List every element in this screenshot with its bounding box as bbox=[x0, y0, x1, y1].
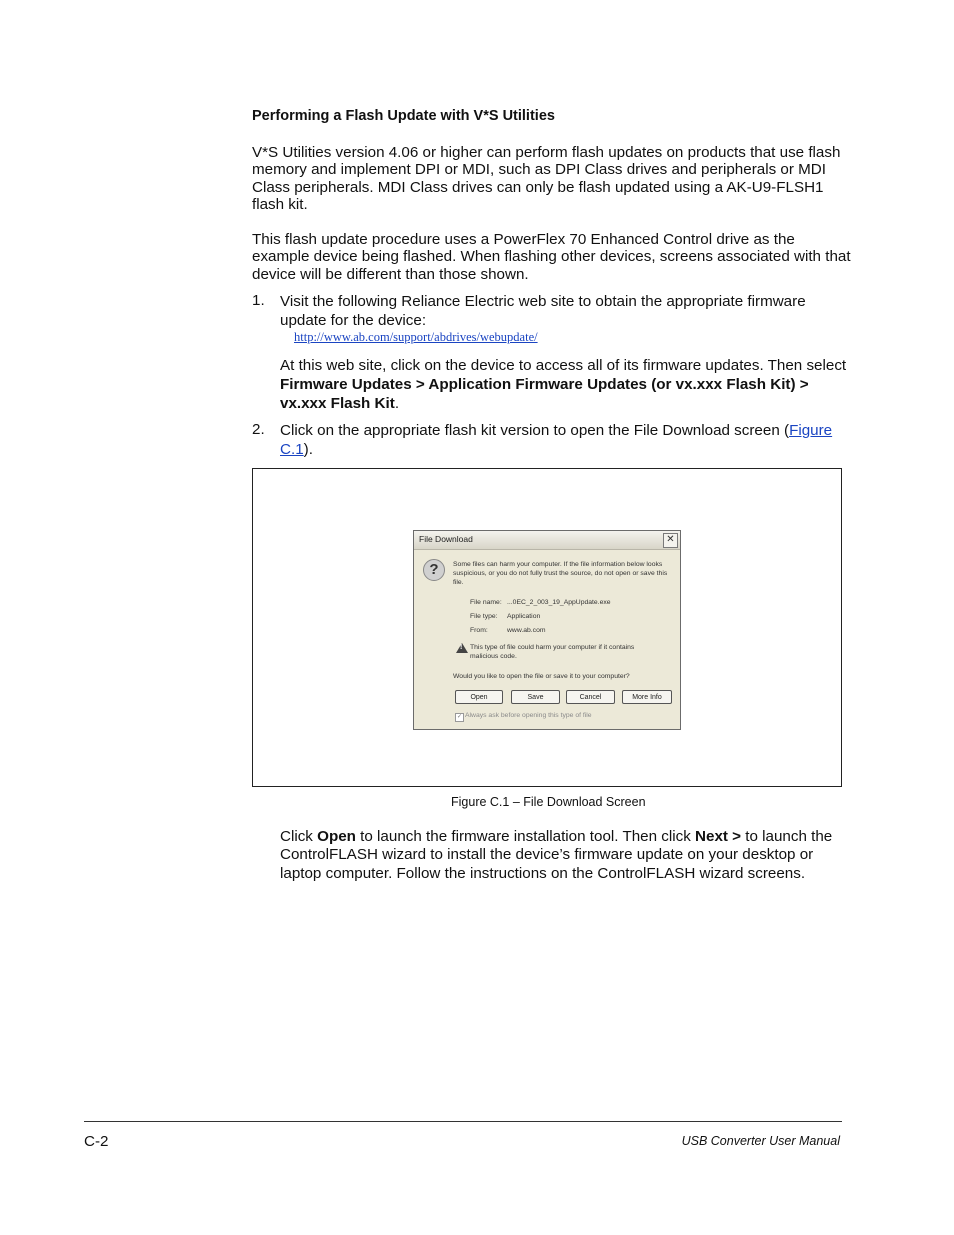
step-1-text: Visit the following Reliance Electric web site to obtain the appropriate firmware update for the device: bbox=[280, 293, 806, 329]
after-text-1: Click bbox=[280, 828, 318, 845]
figure-c1-link[interactable]: Figure C.1 bbox=[280, 422, 833, 458]
step-1-menu-path: Firmware Updates > Application Firmware Updates (or vx.xxx Flash Kit) > vx.xxx Flash Kit bbox=[280, 376, 809, 412]
warning-icon bbox=[456, 643, 468, 653]
dialog-harm-text: This type of file could harm your computer if it contains malicious code. bbox=[470, 644, 635, 660]
step-1-number: 1. bbox=[252, 292, 265, 309]
after-open-bold: Open bbox=[317, 828, 356, 845]
footer-divider bbox=[84, 1121, 842, 1122]
step-1-detail-pre: At this web site, click on the device to access all of its firmware updates. Then select bbox=[280, 357, 847, 374]
page-number: C-2 bbox=[84, 1133, 109, 1150]
intro-paragraph: V*S Utilities version 4.06 or higher can perform flash updates on products that use flash memory and implement DPI or MDI, such as DPI Class drives and peripherals or MDI Class peripherals. MDI Class drives can only be flash updated using a AK-U9-FLSH1 flash kit. bbox=[252, 144, 841, 214]
always-ask-checkbox[interactable]: ✓ bbox=[456, 714, 463, 720]
dialog-title: File Download bbox=[419, 534, 473, 544]
dialog-warning-text: Some files can harm your computer. If the file information below looks suspicious, or you do not fully trust the source, do not open or save this file. bbox=[453, 561, 668, 586]
manual-title: USB Converter User Manual bbox=[681, 1134, 840, 1148]
file-type-label: File type: bbox=[470, 613, 498, 620]
procedure-paragraph: This flash update procedure uses a PowerFlex 70 Enhanced Control drive as the example device being flashed. When flashing other devices, screens associated with that device will be different than those shown. bbox=[252, 231, 851, 283]
step-2-pre: Click on the appropriate flash kit version to open the File Download screen ( bbox=[280, 422, 790, 439]
cancel-button[interactable]: Cancel bbox=[566, 690, 615, 704]
step-2-text bbox=[280, 421, 850, 459]
save-button[interactable]: Save bbox=[511, 690, 560, 704]
webupdate-link[interactable]: http://www.ab.com/support/abdrives/webupdate/ bbox=[294, 330, 538, 344]
question-icon: ? bbox=[423, 559, 445, 581]
after-text-3: to launch the ControlFLASH wizard to install the device’s firmware update on your desktop or laptop computer. Follow the instructions on the ControlFLASH wizard screens. bbox=[280, 828, 833, 882]
file-download-dialog bbox=[413, 530, 681, 730]
open-button[interactable]: Open bbox=[455, 690, 503, 704]
from-value: www.ab.com bbox=[507, 627, 546, 634]
after-text-2: to launch the firmware installation tool. Then click bbox=[355, 828, 696, 845]
post-figure-paragraph bbox=[280, 828, 850, 883]
step-1-detail-post: . bbox=[394, 395, 400, 412]
always-ask-label: Always ask before opening this type of file bbox=[465, 712, 592, 719]
step-2-post: ). bbox=[303, 441, 313, 458]
from-label: From: bbox=[470, 627, 488, 634]
figure-caption: Figure C.1 – File Download Screen bbox=[451, 795, 646, 809]
file-name-value: ...0EC_2_003_19_AppUpdate.exe bbox=[507, 599, 611, 606]
dialog-question: Would you like to open the file or save it to your computer? bbox=[453, 673, 630, 680]
more-info-button[interactable]: More Info bbox=[622, 690, 672, 704]
close-icon[interactable]: ✕ bbox=[663, 533, 678, 548]
section-heading: Performing a Flash Update with V*S Utilities bbox=[252, 108, 555, 124]
step-2-number: 2. bbox=[252, 421, 265, 438]
step-1-detail bbox=[280, 356, 850, 413]
after-next-bold: Next > bbox=[695, 828, 742, 845]
dialog-title-bar bbox=[414, 531, 680, 550]
file-name-label: File name: bbox=[470, 599, 502, 606]
file-type-value: Application bbox=[507, 613, 541, 620]
